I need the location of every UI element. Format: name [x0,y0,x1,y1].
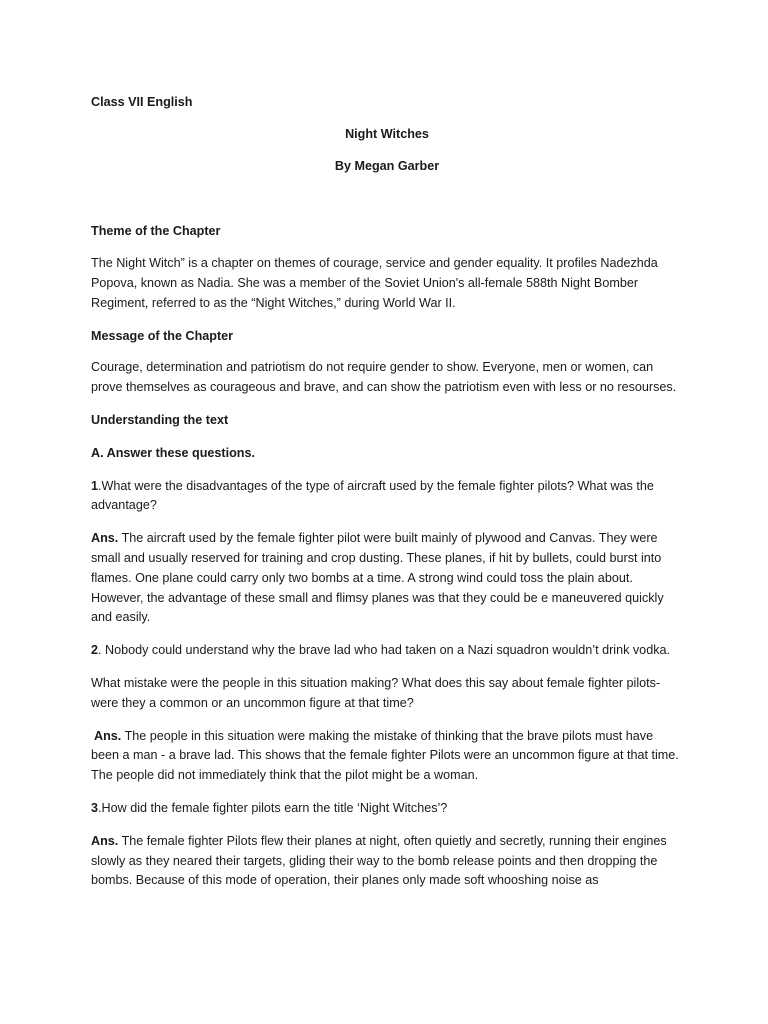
answer-label: Ans. [94,728,122,743]
answer-3 [91,832,683,891]
question-number: 3 [91,800,99,815]
question-number: 1 [91,478,99,493]
question-2-followup: What mistake were the people in this situation making? What does this say about female fighter pilots-were they a common or an uncommon figure at that time? [91,675,661,710]
answer-text: The aircraft used by the female fighter pilot were built mainly of plywood and Canvas. They were small and usually reserved for training and crop dusting. These planes, if hit by bullets, could burst into flames. One plane could carry only two bombs at a time. A strong wind could toss the plain about. However, the advantage of these small and flimsy planes was that they could be e maneuvered quickly and easily. [91,531,664,625]
answer-1 [91,529,683,628]
answer-text: The people in this situation were making the mistake of thinking that the brave pilots must have been a man - a brave lad. This shows that the female fighter Pilots were an uncommon figure at that time. The people did not immediately think that the pilot might be a woman. [91,728,679,783]
question-text: .What were the disadvantages of the type of aircraft used by the female fighter pilots? What was the advantage? [91,478,654,513]
theme-paragraph: The Night Witch” is a chapter on themes of courage, service and gender equality. It profiles Nadezhda Popova, known as Nadia. She was a member of the Soviet Union's all-female 588th Night Bomber Regiment, referred to as the “Night Witches,” during World War II. [91,256,658,310]
author-line: By Megan Garber [334,158,440,173]
question-text: .How did the female fighter pilots earn the title ‘Night Witches’? [98,800,448,815]
message-paragraph: Courage, determination and patriotism do not require gender to show. Everyone, men or women, can prove themselves as courageous and brave, and can show the patriotism even with less or no resourses. [91,360,677,395]
question-3 [91,799,683,819]
class-line: Class VII English [91,95,193,109]
section-a-heading: A. Answer these questions. [91,445,255,460]
question-number: 2 [91,643,99,658]
theme-heading: Theme of the Chapter [91,224,221,239]
understanding-heading: Understanding the text [91,412,229,427]
chapter-title: Night Witches [345,126,429,141]
message-heading: Message of the Chapter [91,328,234,343]
question-1 [91,477,683,517]
question-2 [91,641,683,661]
document-body [91,93,683,891]
answer-text: The female fighter Pilots flew their planes at night, often quietly and secretly, running their engines slowly as they neared their targets, gliding their way to the bomb release points and then dropping the bombs. Because of this mode of operation, their planes only made soft whooshing noise as [91,833,667,888]
answer-label: Ans. [91,531,119,546]
answer-2 [91,727,683,786]
answer-label: Ans. [91,833,119,848]
question-text: . Nobody could understand why the brave lad who had taken on a Nazi squadron wouldn’t drink vodka. [98,643,670,658]
